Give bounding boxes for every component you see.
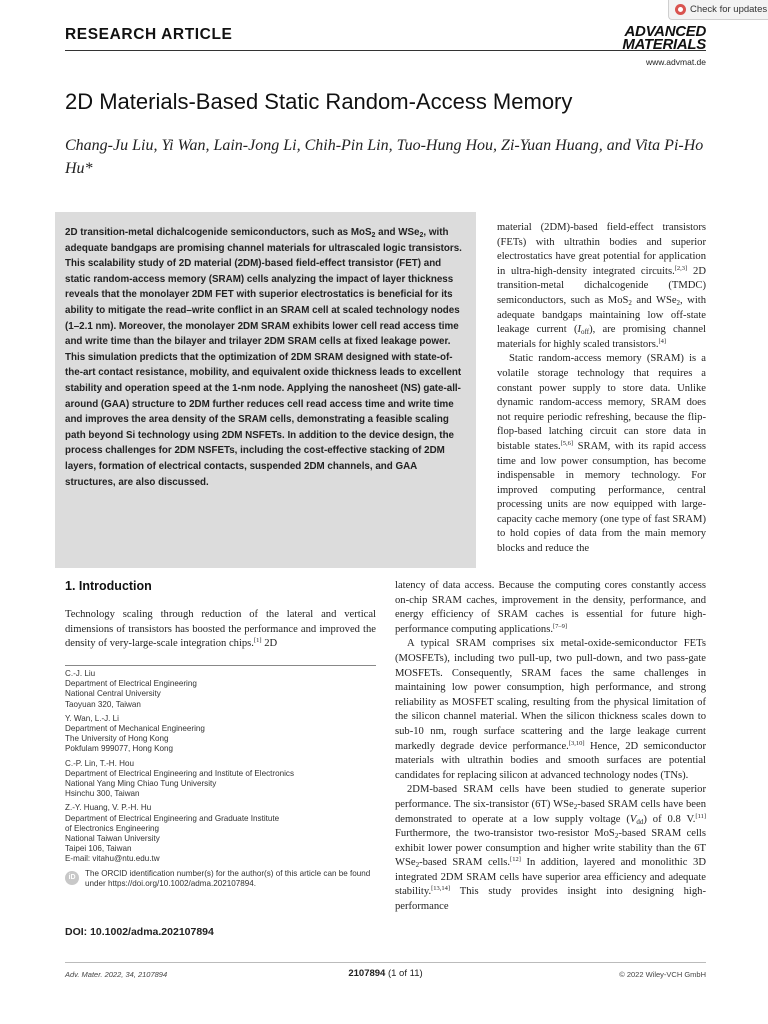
intro-paragraph-3: A typical SRAM comprises six metal-oxide-semiconductor FETs (MOSFETs), including two pull-up, two pull-down, and two pass-gate MOSFETs. Consequently, SRAM faces the same challenges in maintaining low power consumption, high performance, and strong reliability as MOSFET scaling, resulting from the physical limitation of the silicon channel material. When the silicon thickness scales down to sub-10 nm, rough surface scattering and the large leakage current markedly degrade device performance.[3,10] Hence, 2D semiconductor materials with ultrathin bodies and smooth surfaces are potential candidates for replacing silicon at advanced technology nodes (TNs). — [395, 638, 707, 781]
journal-logo — [622, 23, 706, 67]
doi-link[interactable]: DOI: 10.1002/adma.202107894 — [65, 926, 214, 938]
header-rule — [65, 50, 706, 51]
article-type-label: RESEARCH ARTICLE — [65, 26, 233, 43]
footer-copyright: © 2022 Wiley-VCH GmbH — [619, 970, 706, 979]
affiliation-line: Taoyuan 320, Taiwan — [65, 699, 141, 709]
intro-paragraph-2-continued: latency of data access. Because the computing cores constantly access on-chip SRAM caches, improvement in the density, performance, and energy efficiency of SRAM caches is essential for future high-performance computing applications.[7–9] — [395, 580, 706, 635]
affiliation-names: Y. Wan, L.-J. Li — [65, 713, 119, 723]
orcid-text: The ORCID identification number(s) for the author(s) of this article can be found under https://doi.org/10.1002/adma.202107894. — [85, 868, 371, 888]
affiliation-names: Z.-Y. Huang, V. P.-H. Hu — [65, 803, 152, 813]
abstract-text: 2D transition-metal dichalcogenide semiconductors, such as MoS$_2$ and WSe$_2$, with adequate bandgaps are promising channel materials for ultrascaled logic transistors. This scalability study of 2D material (2DM)-based field-effect transistor (FET) and static random-access memory (SRAM) cells analyzing the impact of layer thickness reveals that the monolayer 2DM FET with superior electrostatics is beneficial for its ability to mitigate the read–write conflict in an SRAM cell at scaled technology nodes (1–2.1 nm). Moreover, the monolayer 2DM SRAM exhibits lower cell read access time and write time than the bilayer and trilayer 2DM SRAM cells at fixed leakage power. This simulation predicts that the optimization of 2DM SRAM designed with state-of-the-art contact resistance, mobility, and equivalent oxide thickness leads to excellent stability and operation speed at the 1-nm node. Applying the nanosheet (NS) gate-all-around (GAA) structure to 2DM further reduces cell read access time and write time and improves the area density of the SRAM cells, demonstrating a feasible scaling path beyond Si technology using 2DM NSFETs. In addition to the device design, the process challenges for 2DM NSFETs, including the cost-effective stacking of 2DM layers, formation of electrical contacts, suspended 2DM channels, and GAA structures, are also discussed. — [65, 227, 462, 488]
check-for-updates-button[interactable] — [668, 0, 768, 20]
update-icon — [675, 4, 686, 15]
affiliation-line: Hsinchu 300, Taiwan — [65, 789, 140, 799]
check-for-updates-label: Check for updates — [690, 4, 768, 15]
affiliation-line: The University of Hong Kong — [65, 734, 169, 744]
right-column-bottom — [395, 579, 706, 915]
footer-page-number — [65, 968, 706, 979]
orcid-icon[interactable]: iD — [65, 871, 79, 885]
logo-line-1: ADVANCED — [624, 23, 706, 40]
affiliation-line: Department of Mechanical Engineering — [65, 724, 205, 734]
affiliation — [65, 759, 377, 800]
abstract-box — [55, 212, 476, 568]
affiliation-names: C.-P. Lin, T.-H. Hou — [65, 758, 134, 768]
left-column-intro — [65, 608, 376, 652]
footer-citation-text: Adv. Mater. 2022, 34, 2107894 — [65, 970, 168, 979]
intro-paragraph-2: Static random-access memory (SRAM) is a volatile storage technology that requires a constant power supply to store data. Unlike dynamic random-access memory, SRAM does not require periodic refreshing, because the flip-flop-based latching circuit can store data in bistable states.[5,6] SRAM, with its rapid access time and low power consumption, has become indispensable in memory technology. For improved computing performance, central processing units are now equipped with large-capacity cache memory (one type of fast SRAM) to hold copies of data from the main memory blocks and reduce the — [497, 353, 706, 555]
logo-line-2: MATERIALS — [622, 35, 706, 53]
affiliation-line: Taipei 106, Taiwan — [65, 844, 132, 854]
affiliation-line: National Yang Ming Chiao Tung University — [65, 779, 217, 789]
author-list: Chang-Ju Liu, Yi Wan, Lain-Jong Li, Chih-Pin Lin, Tuo-Hung Hou, Zi-Yuan Huang, and Vita Pi-Ho Hu* — [65, 137, 704, 177]
intro-paragraph-4: 2DM-based SRAM cells have been studied to generate superior performance. The six-transistor (6T) WSe$_2$-based SRAM cells have been demonstrated to operate at a low supply voltage $(V_{dd})$ of 0.8 V.[11] Furthermore, the two-transistor two-resistor MoS$_2$-based SRAM cells exhibit lower power consumption and higher write stability than the 6T WSe$_2$-based SRAM cells.[12] In addition, layered and monolithic 3D integrated 2DM SRAM cells have superior area efficiency and adequate stability.[13,14] This study provides insight into designing high-performance — [395, 784, 707, 913]
affiliation-line: Department of Electrical Engineering and Institute of Electronics — [65, 768, 294, 778]
journal-url[interactable]: www.advmat.de — [646, 57, 706, 67]
orcid-note — [65, 869, 377, 889]
intro-paragraph-1: Technology scaling through reduction of the lateral and vertical dimensions of transistors has boosted the performance and improved the density of very-large-scale integration chips.[1] 2D — [65, 609, 376, 650]
footer-rule — [65, 962, 706, 963]
affiliation-line: of Electronics Engineering — [65, 823, 160, 833]
affiliation-line: Department of Electrical Engineering and Graduate Institute — [65, 813, 280, 823]
footnote-rule — [65, 665, 376, 666]
author-email-link[interactable]: E-mail: vitahu@ntu.edu.tw — [65, 854, 160, 864]
article-number: 2107894 — [348, 968, 386, 979]
affiliations-block — [65, 669, 377, 889]
affiliation-line: Department of Electrical Engineering — [65, 679, 197, 689]
affiliation-line: Pokfulam 999077, Hong Kong — [65, 744, 173, 754]
affiliation — [65, 669, 377, 710]
affiliation-line: National Taiwan University — [65, 834, 160, 844]
affiliation — [65, 803, 377, 864]
paper-title: 2D Materials-Based Static Random-Access Memory — [65, 89, 573, 114]
affiliation-line: National Central University — [65, 689, 161, 699]
affiliation — [65, 714, 377, 755]
section-heading-introduction: 1. Introduction — [65, 579, 152, 593]
page-of-total: (1 of 11) — [387, 968, 423, 979]
page-footer — [65, 968, 706, 982]
right-column-top — [497, 221, 706, 557]
affiliation-names: C.-J. Liu — [65, 669, 96, 678]
intro-paragraph-1-continued: material (2DM)-based field-effect transistors (FETs) with ultrathin bodies and superior electrostatics have great potential for application in ultra-high-density integrated circuits.[2,3] 2D transition-metal dichalcogenide (TMDC) semiconductors, such as MoS$_2$ and WSe$_2$, with adequate bandgaps maintaining low off-state leakage current $(I_{off})$, are promising channel materials for highly scaled transistors.[4] — [497, 222, 706, 350]
